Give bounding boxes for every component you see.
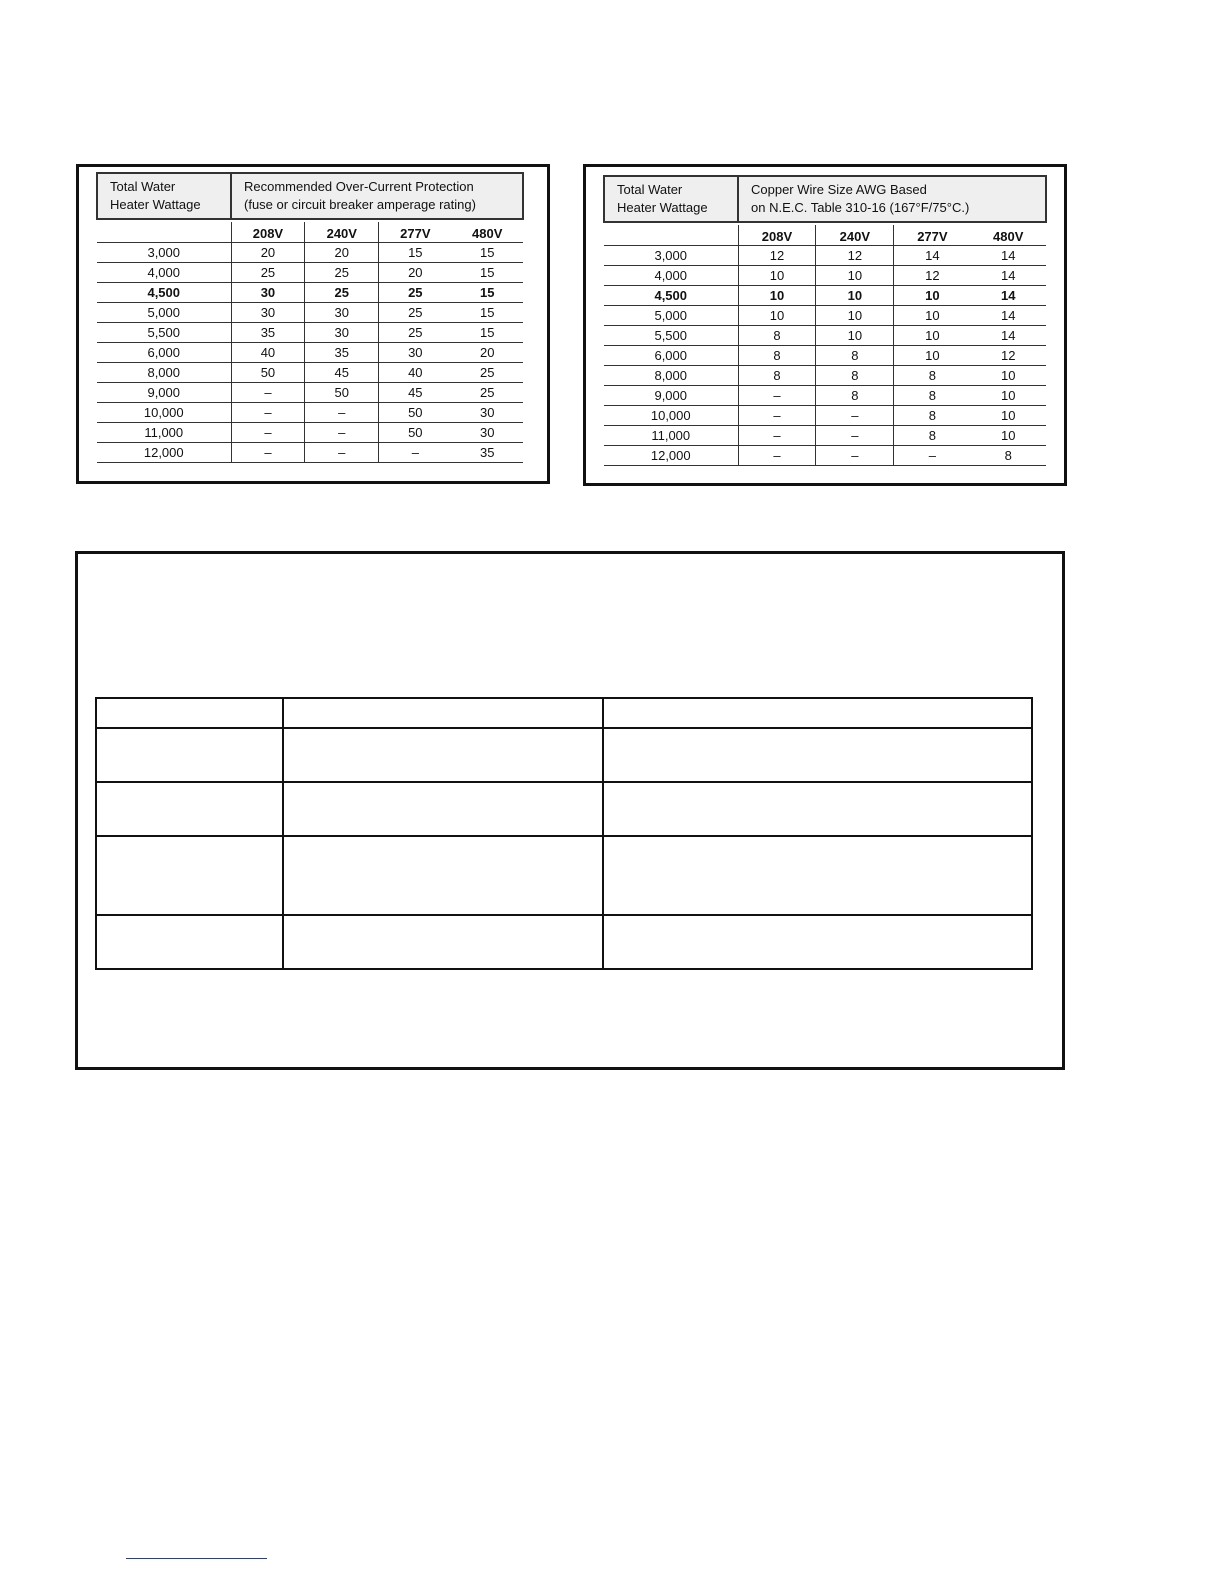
empty-cell — [603, 698, 1032, 728]
table-row — [604, 366, 1046, 386]
wattage-cell: 3,000 — [97, 243, 231, 263]
value-cell: 20 — [379, 263, 452, 283]
table-row — [97, 443, 523, 463]
value-cell: – — [231, 383, 305, 403]
wattage-cell: 11,000 — [604, 426, 738, 446]
wattage-cell: 5,500 — [97, 323, 231, 343]
value-cell: 14 — [970, 246, 1046, 266]
voltage-208v: 208V — [738, 225, 816, 246]
value-cell: 40 — [231, 343, 305, 363]
wattage-header-line-2: Heater Wattage — [110, 197, 201, 212]
voltage-480v: 480V — [451, 222, 523, 243]
value-cell: 10 — [894, 346, 971, 366]
table-row — [604, 406, 1046, 426]
value-cell: 30 — [305, 323, 379, 343]
value-cell: 15 — [451, 243, 523, 263]
table-row — [604, 306, 1046, 326]
table-row — [97, 383, 523, 403]
value-cell: 10 — [894, 326, 971, 346]
empty-grid-row — [96, 698, 1032, 728]
value-cell: 30 — [451, 423, 523, 443]
wattage-cell: 5,500 — [604, 326, 738, 346]
value-cell: 25 — [451, 363, 523, 383]
empty-grid-row — [96, 728, 1032, 782]
wattage-header-line-1: Total Water — [110, 179, 176, 194]
voltage-240v: 240V — [305, 222, 379, 243]
table-row — [97, 403, 523, 423]
value-cell: 20 — [231, 243, 305, 263]
value-cell: 10 — [738, 266, 816, 286]
value-cell: 14 — [970, 286, 1046, 306]
table-row — [97, 423, 523, 443]
value-cell: 50 — [231, 363, 305, 383]
voltage-277v: 277V — [894, 225, 971, 246]
empty-cell — [603, 782, 1032, 836]
value-cell: 45 — [379, 383, 452, 403]
value-cell: 10 — [894, 286, 971, 306]
value-cell: – — [231, 403, 305, 423]
table-row — [604, 246, 1046, 266]
overcurrent-protection-table — [96, 172, 524, 463]
value-cell: 14 — [894, 246, 971, 266]
value-cell: – — [816, 406, 894, 426]
voltage-208v: 208V — [231, 222, 305, 243]
value-cell: 10 — [816, 306, 894, 326]
value-cell: 14 — [970, 326, 1046, 346]
value-cell: 10 — [816, 266, 894, 286]
value-cell: 8 — [816, 366, 894, 386]
table-row — [97, 263, 523, 283]
wattage-cell: 4,500 — [604, 286, 738, 306]
table-row — [604, 326, 1046, 346]
value-cell: – — [231, 443, 305, 463]
voltage-480v: 480V — [970, 225, 1046, 246]
overcurrent-header — [231, 173, 523, 219]
wire-size-header-line-2: on N.E.C. Table 310-16 (167°F/75°C.) — [751, 200, 970, 215]
wire-size-header-line-1: Copper Wire Size AWG Based — [751, 182, 927, 197]
table-row — [604, 426, 1046, 446]
value-cell: 25 — [305, 283, 379, 303]
value-cell: 30 — [305, 303, 379, 323]
value-cell: 10 — [970, 386, 1046, 406]
wattage-cell: 6,000 — [604, 346, 738, 366]
wattage-cell: 11,000 — [97, 423, 231, 443]
wattage-cell: 8,000 — [604, 366, 738, 386]
wattage-header — [604, 176, 738, 222]
value-cell: – — [738, 446, 816, 466]
value-cell: 45 — [305, 363, 379, 383]
value-cell: – — [379, 443, 452, 463]
value-cell: 25 — [379, 283, 452, 303]
value-cell: – — [305, 443, 379, 463]
table-row — [604, 386, 1046, 406]
empty-cell — [283, 728, 603, 782]
overcurrent-header-line-1: Recommended Over-Current Protection — [244, 179, 474, 194]
value-cell: 20 — [451, 343, 523, 363]
empty-cell — [283, 915, 603, 969]
wattage-cell: 10,000 — [604, 406, 738, 426]
value-cell: 10 — [816, 326, 894, 346]
empty-cell — [96, 698, 283, 728]
wattage-cell: 10,000 — [97, 403, 231, 423]
empty-grid-row — [96, 782, 1032, 836]
wattage-cell: 12,000 — [97, 443, 231, 463]
value-cell: 50 — [379, 423, 452, 443]
value-cell: 12 — [970, 346, 1046, 366]
value-cell: 35 — [231, 323, 305, 343]
table-row — [97, 303, 523, 323]
voltage-277v: 277V — [379, 222, 452, 243]
wire-size-panel — [583, 164, 1067, 486]
wire-size-header — [738, 176, 1046, 222]
overcurrent-protection-panel — [76, 164, 550, 484]
wattage-cell: 4,000 — [97, 263, 231, 283]
table-row — [604, 286, 1046, 306]
value-cell: – — [305, 403, 379, 423]
value-cell: – — [816, 446, 894, 466]
empty-cell — [96, 728, 283, 782]
empty-grid-table — [95, 697, 1033, 970]
value-cell: 30 — [231, 283, 305, 303]
value-cell: 8 — [738, 366, 816, 386]
empty-cell — [96, 836, 283, 915]
empty-notice-box — [75, 551, 1065, 1070]
value-cell: 15 — [379, 243, 452, 263]
wattage-cell: 6,000 — [97, 343, 231, 363]
value-cell: 15 — [451, 283, 523, 303]
wattage-cell: 5,000 — [604, 306, 738, 326]
voltage-240v: 240V — [816, 225, 894, 246]
value-cell: 10 — [816, 286, 894, 306]
value-cell: 25 — [231, 263, 305, 283]
voltage-header-blank — [97, 222, 231, 243]
value-cell: 30 — [231, 303, 305, 323]
empty-cell — [603, 836, 1032, 915]
wattage-header-line-1: Total Water — [617, 182, 683, 197]
value-cell: 25 — [379, 303, 452, 323]
value-cell: 8 — [894, 426, 971, 446]
value-cell: 12 — [894, 266, 971, 286]
value-cell: 10 — [970, 366, 1046, 386]
empty-grid-row — [96, 915, 1032, 969]
wattage-header-line-2: Heater Wattage — [617, 200, 708, 215]
value-cell: – — [816, 426, 894, 446]
wattage-cell: 4,000 — [604, 266, 738, 286]
wattage-cell: 8,000 — [97, 363, 231, 383]
empty-cell — [283, 698, 603, 728]
value-cell: – — [231, 423, 305, 443]
value-cell: 15 — [451, 323, 523, 343]
value-cell: 14 — [970, 306, 1046, 326]
wattage-cell: 9,000 — [97, 383, 231, 403]
voltage-header-row — [604, 225, 1046, 246]
empty-cell — [96, 915, 283, 969]
value-cell: 10 — [738, 286, 816, 306]
value-cell: 12 — [738, 246, 816, 266]
value-cell: 10 — [738, 306, 816, 326]
value-cell: – — [305, 423, 379, 443]
value-cell: – — [738, 386, 816, 406]
empty-cell — [283, 782, 603, 836]
value-cell: 30 — [379, 343, 452, 363]
value-cell: 10 — [970, 426, 1046, 446]
voltage-header-blank — [604, 225, 738, 246]
footer-link-underline[interactable] — [126, 1558, 267, 1559]
value-cell: 15 — [451, 263, 523, 283]
empty-cell — [96, 782, 283, 836]
value-cell: 25 — [305, 263, 379, 283]
value-cell: 12 — [816, 246, 894, 266]
value-cell: – — [738, 406, 816, 426]
table-row — [604, 446, 1046, 466]
wattage-header — [97, 173, 231, 219]
table-row — [97, 283, 523, 303]
wattage-cell: 9,000 — [604, 386, 738, 406]
value-cell: 50 — [379, 403, 452, 423]
wattage-cell: 5,000 — [97, 303, 231, 323]
value-cell: 8 — [894, 406, 971, 426]
table-row — [97, 323, 523, 343]
empty-grid-row — [96, 836, 1032, 915]
wattage-cell: 12,000 — [604, 446, 738, 466]
table-row — [604, 266, 1046, 286]
value-cell: 25 — [451, 383, 523, 403]
value-cell: 8 — [970, 446, 1046, 466]
voltage-header-row — [97, 222, 523, 243]
value-cell: 10 — [894, 306, 971, 326]
value-cell: 8 — [894, 386, 971, 406]
value-cell: 40 — [379, 363, 452, 383]
value-cell: 20 — [305, 243, 379, 263]
empty-cell — [603, 915, 1032, 969]
value-cell: 35 — [451, 443, 523, 463]
table-row — [97, 243, 523, 263]
overcurrent-header-line-2: (fuse or circuit breaker amperage rating) — [244, 197, 476, 212]
value-cell: 35 — [305, 343, 379, 363]
value-cell: 10 — [970, 406, 1046, 426]
empty-cell — [283, 836, 603, 915]
value-cell: 50 — [305, 383, 379, 403]
value-cell: 8 — [738, 326, 816, 346]
table-row — [97, 343, 523, 363]
value-cell: 30 — [451, 403, 523, 423]
value-cell: 8 — [894, 366, 971, 386]
value-cell: 8 — [738, 346, 816, 366]
empty-cell — [603, 728, 1032, 782]
wattage-cell: 3,000 — [604, 246, 738, 266]
value-cell: – — [738, 426, 816, 446]
value-cell: 8 — [816, 346, 894, 366]
wire-size-table — [603, 175, 1047, 466]
wattage-cell: 4,500 — [97, 283, 231, 303]
value-cell: 14 — [970, 266, 1046, 286]
table-row — [604, 346, 1046, 366]
value-cell: 15 — [451, 303, 523, 323]
value-cell: 8 — [816, 386, 894, 406]
table-row — [97, 363, 523, 383]
value-cell: 25 — [379, 323, 452, 343]
value-cell: – — [894, 446, 971, 466]
